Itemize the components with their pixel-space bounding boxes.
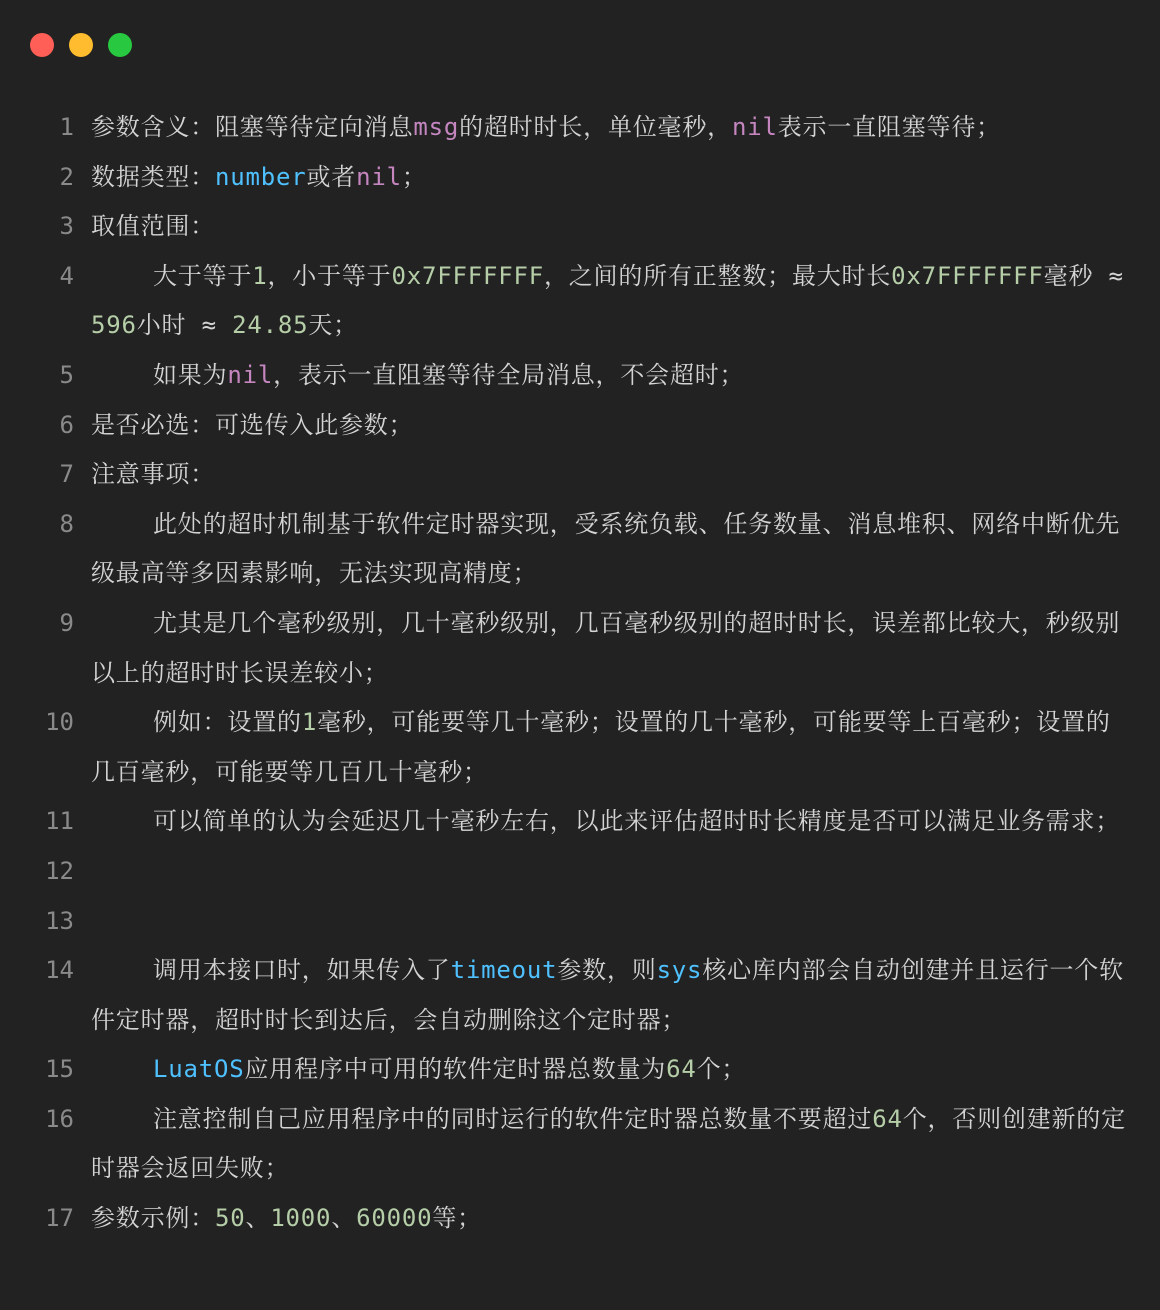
line-content [78,1095,1130,1194]
code-token: 注意控制自己应用程序中的同时运行的软件定时器总数量不要超过 [153,1104,873,1133]
code-line [0,1194,1160,1244]
code-token: sys [656,956,703,985]
code-token: LuatOS [153,1055,245,1084]
code-token: 毫秒 ≈ [1043,261,1124,290]
code-token: 的超时时长，单位毫秒， [459,113,732,141]
code-token: 、 [245,1204,271,1233]
code-token: 小时 ≈ [136,311,233,340]
line-number: 11 [45,807,74,836]
code-block [0,103,1160,1244]
code-line [0,1045,1160,1095]
code-token: 1 [252,261,268,290]
code-line [0,252,1160,351]
code-line [0,202,1160,252]
code-token: 例如：设置的 [153,708,302,737]
line-number: 7 [59,460,74,489]
code-token: 参数示例： [91,1204,215,1233]
code-line [0,351,1160,401]
zoom-dot[interactable] [108,33,132,57]
minimize-dot[interactable] [69,33,93,57]
code-token: 个； [696,1055,747,1084]
code-line [0,153,1160,203]
code-token: 0x7FFFFFFF [891,261,1044,290]
code-line [0,698,1160,797]
line-content [78,897,1130,947]
line-content [78,401,1130,451]
line-number: 5 [59,360,74,389]
code-token: 调用本接口时，如果传入了 [153,956,451,985]
code-token: 表示一直阻塞等待； [777,113,1001,141]
line-content [78,599,1130,698]
code-line [0,401,1160,451]
code-line [0,847,1160,897]
code-token: nil [227,360,274,389]
code-token: 大于等于 [153,261,253,290]
code-token: 64 [872,1104,903,1133]
code-token: 参数含义：阻塞等待定向消息 [91,113,414,141]
code-token: ，之间的所有正整数；最大时长 [543,261,892,290]
line-content [78,500,1130,599]
line-content [78,153,1130,203]
code-token: 可以简单的认为会延迟几十毫秒左右，以此来评估超时时长精度是否可以满足业务需求； [153,807,1121,836]
code-token: 60000 [356,1204,433,1233]
line-number: 3 [59,212,74,241]
code-token: 天； [308,311,358,340]
line-content [78,847,1130,897]
line-content [78,797,1130,847]
code-token: ； [401,162,427,191]
code-line [0,946,1160,1045]
line-number: 1 [59,113,74,141]
line-content [78,351,1130,401]
close-dot[interactable] [30,33,54,57]
code-line [0,1095,1160,1194]
code-token: 、 [331,1204,357,1233]
code-line [0,500,1160,599]
code-token: 或者 [306,162,357,191]
line-content [78,202,1130,252]
line-number: 4 [59,261,74,290]
code-token: 数据类型： [91,162,215,191]
window-controls [30,33,132,57]
line-number: 16 [45,1104,74,1133]
code-token: nil [356,162,402,191]
code-token: 24.85 [232,311,309,340]
line-number: 17 [45,1204,74,1233]
code-token: msg [413,113,460,141]
code-token: ，表示一直阻塞等待全局消息，不会超时； [273,360,745,389]
code-token: 如果为 [153,360,228,389]
code-line [0,103,1160,153]
code-line [0,897,1160,947]
line-content [78,946,1130,1045]
code-token: nil [731,113,778,141]
line-number: 6 [59,410,74,439]
line-number: 10 [45,708,74,737]
line-number: 12 [45,856,74,885]
line-content [78,252,1130,351]
code-line [0,450,1160,500]
line-number: 2 [59,162,74,191]
code-token: 尤其是几个毫秒级别，几十毫秒级别，几百毫秒级别的超时时长，误差都比较大，秒级别以上的超时时长误差较小； [91,608,1121,687]
line-content [78,1045,1130,1095]
code-token: 应用程序中可用的软件定时器总数量为 [244,1055,667,1084]
code-token: 等； [432,1204,482,1233]
code-token: 是否必选：可选传入此参数； [91,410,414,439]
line-number: 8 [59,509,74,538]
code-token: ，小于等于 [267,261,392,290]
code-token: 64 [666,1055,697,1084]
code-token: 1000 [270,1204,332,1233]
code-token: 1 [301,708,318,737]
code-token: number [215,162,307,191]
code-token: 注意事项： [91,460,215,489]
line-number: 9 [59,608,74,637]
code-token: 50 [215,1204,246,1233]
code-token: 此处的超时机制基于软件定时器实现，受系统负载、任务数量、消息堆积、网络中断优先级最高等多因素影响，无法实现高精度； [91,509,1121,588]
code-token: 取值范围： [91,212,215,241]
code-token: 毫秒，可能要等几十毫秒；设置的几十毫秒，可能要等上百毫秒；设置的几百毫秒，可能要等几百几十毫秒； [91,708,1111,786]
line-content [78,698,1130,797]
line-number: 14 [45,956,74,985]
code-token: 个，否则创建新的定时器会返回失败； [91,1104,1126,1183]
code-token: timeout [450,956,558,985]
code-line [0,599,1160,698]
line-content [78,103,1130,153]
line-content [78,1194,1130,1244]
line-number: 15 [45,1055,74,1084]
code-token: 0x7FFFFFFF [391,261,544,290]
code-token: 参数，则 [557,956,657,985]
code-token: 核心库内部会自动创建并且运行一个软件定时器，超时时长到达后，会自动删除这个定时器； [91,956,1124,1034]
code-token: 596 [91,311,137,340]
line-number: 13 [45,906,74,935]
line-content [78,450,1130,500]
code-line [0,797,1160,847]
